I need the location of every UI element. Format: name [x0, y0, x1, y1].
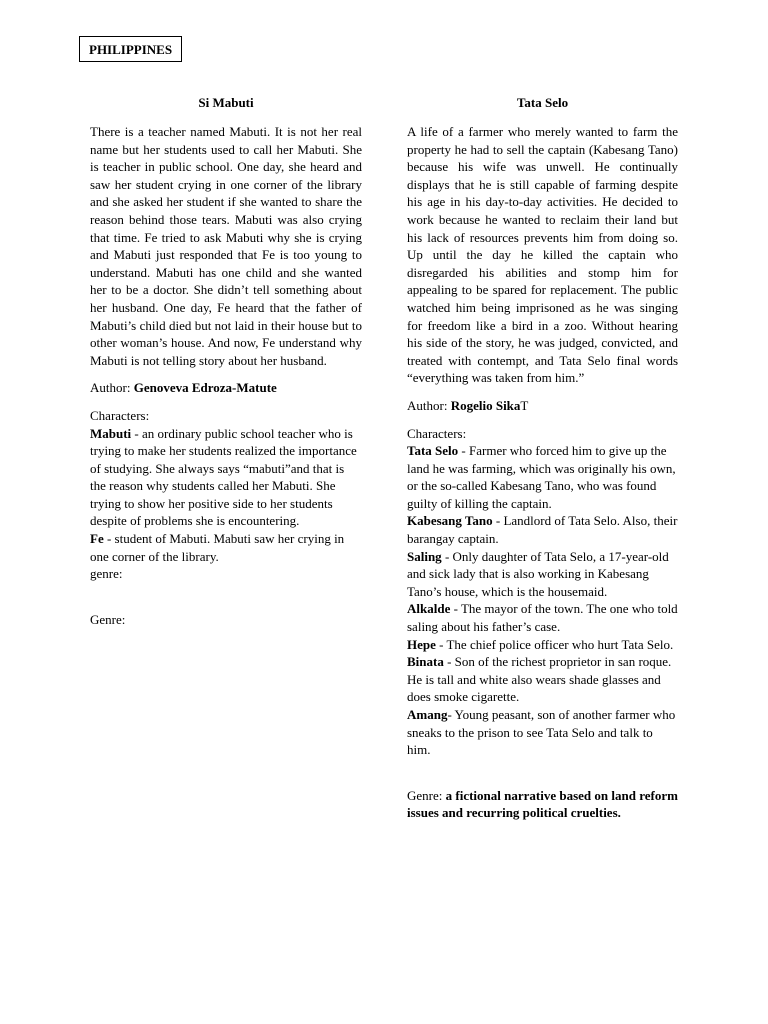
characters-label: Characters: — [90, 407, 150, 423]
author-name: Rogelio Sika — [450, 397, 521, 413]
character-desc: - Young peasant, son of another farmer who sneaks to the prison to see Tata Selo and talk to him. — [407, 707, 676, 758]
character-desc: - Landlord of Tata Selo. Also, their barangay captain. — [407, 513, 678, 547]
character-name: Alkalde — [407, 601, 451, 617]
character-entry — [407, 442, 678, 512]
character-name: Kabesang Tano — [407, 513, 493, 529]
character-name: Amang — [407, 707, 448, 722]
author-name: Genoveva Edroza-Matute — [133, 380, 277, 396]
character-name: Tata Selo — [407, 443, 459, 459]
genre-label: Genre: — [90, 611, 126, 627]
character-name: Fe — [90, 531, 104, 547]
character-desc: - The mayor of the town. The one who told saling about his father’s case. — [407, 601, 678, 635]
character-entry — [407, 636, 678, 654]
character-desc: - The chief police officer who hurt Tata Selo. — [435, 636, 674, 652]
left-column — [90, 94, 362, 628]
character-name: Saling — [407, 548, 442, 564]
summary-si-mabuti: There is a teacher named Mabuti. It is not her real name but her students used to call her Mabuti. She is teacher in public school. One day, she heard and saw her student crying in one corner of the library and she asked her student if she wanted to share the reason behind those tears. Mabuti was also crying that time. Fe tried to ask Mabuti why she is crying and Mabuti just responded that Fe is too young to understand. Mabuti has one child and she wanted her to be a doctor. She didn’t tell something about her husband. One day, Fe heard that the father of Mabuti’s child died but not laid in their house but to other woman’s house. And now, Fe understand why Mabuti is not telling story about her husband. — [90, 124, 362, 368]
author-line — [407, 397, 678, 415]
summary-tata-selo: A life of a farmer who merely wanted to farm the property he had to sell the captain (Kabesang Tano) because his wife was unwell. He continually displays that he is still capable of farming despite his age in his day-to-day activities. He decided to work because he wanted to reclaim their land but his lack of resources prevents him from doing so. Up until the day he killed the captain who disregarded his abilities and stomp him for appealing to be spared for replacement. The public watched him being imprisoned as he was singing for freedom like a bird in a zoo. Without hearing his side of the story, he was judged, convicted, and treated with contempt, and Tata Selo final words “everything was taken from him.” — [407, 124, 678, 386]
character-entry — [90, 530, 362, 565]
genre-label-lower: genre: — [90, 566, 123, 582]
character-entry — [407, 548, 678, 601]
character-entry — [407, 600, 678, 635]
character-desc: - Farmer who forced him to give up the land he was farming, which was originally his own, or the so-called Kabesang Tano, who was found guilty of killing the captain. — [407, 443, 676, 511]
story-heading-tata-selo: Tata Selo — [516, 95, 569, 110]
character-desc: - an ordinary public school teacher who is trying to make her students realized the importance of studying. She always says “mabuti”and that is the reason why students called her Mabuti. She trying to show her positive side to her students despite of problems she is encountering. — [90, 425, 357, 529]
genre-line — [407, 787, 678, 822]
character-desc: - Son of the richest proprietor in san roque. He is tall and white also wears shade glasses and does smoke cigarette. — [407, 654, 672, 705]
character-entry — [90, 425, 362, 531]
genre-value: a fictional narrative based on land reform issues and recurring political cruelties. — [407, 787, 678, 821]
author-label: Author: — [90, 380, 131, 396]
character-desc: - Only daughter of Tata Selo, a 17-year-old and sick lady that is also working in Kabesang Tano’s house, which is the housemaid. — [407, 548, 669, 599]
character-name: Hepe — [407, 636, 436, 652]
character-name: Mabuti — [90, 425, 132, 441]
page-title: PHILIPPINES — [79, 36, 182, 62]
character-entry — [407, 653, 678, 706]
characters-label: Characters: — [407, 425, 467, 441]
character-desc: - student of Mabuti. Mabuti saw her crying in one corner of the library. — [90, 531, 345, 564]
author-suffix: T — [520, 397, 529, 413]
character-name: Binata — [407, 654, 444, 670]
author-label: Author: — [407, 397, 448, 413]
character-entry — [407, 512, 678, 547]
character-entry — [407, 706, 678, 759]
story-heading-si-mabuti: Si Mabuti — [198, 95, 254, 110]
genre-label: Genre: — [407, 787, 443, 803]
right-column — [407, 94, 678, 822]
author-line — [90, 379, 362, 397]
